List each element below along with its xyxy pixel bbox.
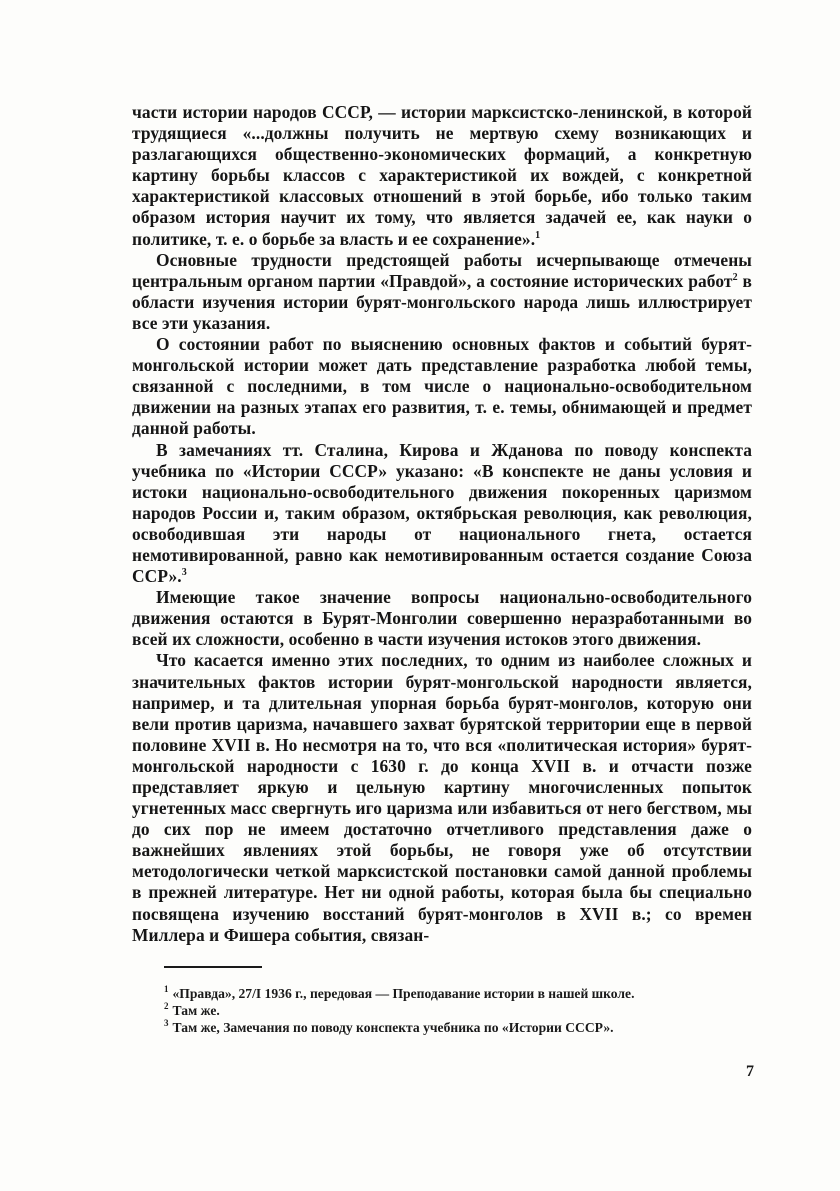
paragraph-3	[132, 334, 752, 439]
main-text	[132, 102, 752, 946]
footnote-ref: 2	[732, 271, 738, 283]
footnote-text: Там же, Замечания по поводу конспекта учебника по «Истории СССР».	[172, 1020, 614, 1035]
footnote-number: 3	[164, 1018, 169, 1029]
paragraph-1	[132, 102, 752, 250]
footnote-3	[140, 1019, 752, 1036]
paragraph-text: В замечаниях тт. Сталина, Кирова и Жданова по поводу конспекта учебника по «Истории СССР» указано: «В конспекте не даны условия и истоки национально-освободительного движения покоренных царизмом народов России и, таким образом, октябрьская революция, как революция, освободившая эти народы от национального гнета, остается немотивированной, равно как немотивированным остается создание Союза ССР».	[132, 439, 752, 587]
footnote-divider	[164, 966, 262, 968]
footnotes	[140, 985, 752, 1036]
paragraph-text: Имеющие такое значение вопросы национально-освободительного движения остаются в Бурят-Монголии совершенно неразработанными во всей их сложности, особенно в части изучения истоков этого движения.	[132, 587, 752, 650]
footnote-text: «Правда», 27/I 1936 г., передовая — Преподавание истории в нашей школе.	[172, 986, 635, 1001]
footnote-text: Там же.	[172, 1003, 220, 1018]
footnote-number: 2	[164, 1001, 169, 1012]
paragraph-4	[132, 440, 752, 588]
paragraph-text: Основные трудности предстоящей работы исчерпывающе отмечены центральным органом партии «Правдой», а состояние исторических работ	[132, 249, 752, 291]
footnote-number: 1	[164, 984, 169, 995]
footnote-ref: 1	[535, 229, 541, 241]
paragraph-6	[132, 650, 752, 945]
paragraph-text: части истории народов СССР, — истории марксистско-ленинской, в которой трудящиеся «...должны получить не мертвую схему возникающих и разлагающихся общественно-экономических формаций, а конкретную картину борьбы классов с характеристикой их вождей, с конкретной характеристикой классовых отношений в этой борьбе, ибо только таким образом история научит их тому, что является задачей ее, как науки о политике, т. е. о борьбе за власть и ее сохранение».	[132, 102, 752, 249]
page-number: 7	[746, 1063, 754, 1080]
footnote-2	[140, 1002, 752, 1019]
paragraph-text-continued: в области изучения истории бурят-монгольского народа лишь иллюстрирует все эти указания.	[132, 270, 752, 333]
footnote-ref: 3	[181, 567, 187, 579]
paragraph-text: Что касается именно этих последних, то одним из наиболее сложных и значительных фактов истории бурят-монгольской народности является, например, и та длительная упорная борьба бурят-монголов, которую они вели против царизма, начавшего захват бурятской территории еще в первой половине XVII в. Но несмотря на то, что вся «политическая история» бурят-монгольской народности с 1630 г. до конца XVII в. и отчасти позже представляет яркую и цельную картину многочисленных попыток угнетенных масс свергнуть иго царизма или избавиться от него бегством, мы до сих пор не имеем достаточно отчетливого представления даже о важнейших явлениях этой борьбы, не говоря уже об отсутствии методологически четкой марксистской постановки самой данной проблемы в прежней литературе. Нет ни одной работы, которая была бы специально посвящена изучению восстаний бурят-монголов в XVII в.; со времен Миллера и Фишера события, связан-	[132, 650, 752, 945]
paragraph-text: О состоянии работ по выяснению основных фактов и событий бурят-монгольской истории может дать представление разработка любой темы, связанной с последними, в том числе о национально-освободительном движении на разных этапах его развития, т. е. темы, обнимающей и предмет данной работы.	[132, 334, 752, 439]
footnote-1	[140, 985, 752, 1002]
paragraph-2	[132, 250, 752, 334]
paragraph-5	[132, 587, 752, 650]
